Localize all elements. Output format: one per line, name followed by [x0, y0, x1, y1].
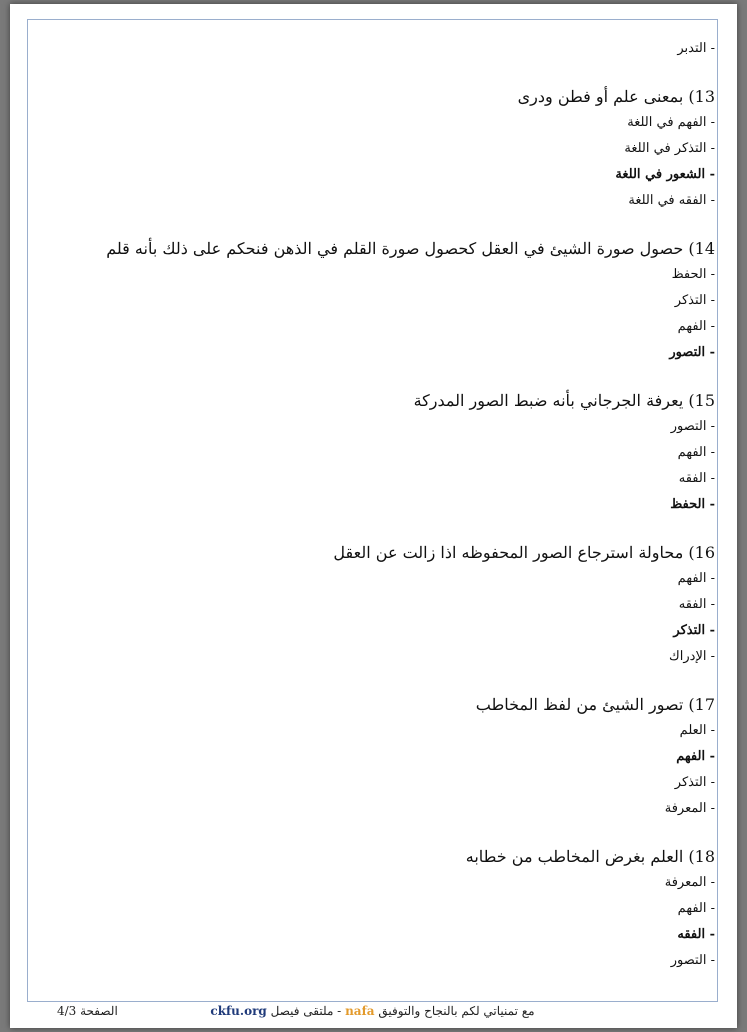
- answer-option-correct: - الفهم: [676, 749, 715, 764]
- answer-option: - العلم: [679, 723, 715, 738]
- footer-site-link[interactable]: ckfu.org: [210, 1004, 267, 1018]
- answer-option: - الفهم: [677, 319, 715, 334]
- answer-option: - التذكر: [674, 775, 715, 790]
- question-block: [55, 540, 715, 670]
- answer-option: - الفقه: [678, 471, 715, 486]
- answer-option: - الفهم في اللغة: [627, 115, 715, 130]
- question-block: [55, 84, 715, 214]
- footer-brand: nafa: [345, 1004, 375, 1018]
- question-title: 13) بمعنى علم أو فطن ودرى: [517, 87, 715, 106]
- footer-wishes: مع تمنياتي لكم بالنجاح والتوفيق: [378, 1004, 535, 1018]
- answer-option-correct: - التذكر: [673, 623, 715, 638]
- question-block: [55, 844, 715, 974]
- answer-option-correct: - الفقه: [677, 927, 715, 942]
- answer-option-correct: - الشعور في اللغة: [615, 167, 715, 182]
- option-top: - التدبر: [677, 41, 715, 56]
- question-block: [55, 692, 715, 822]
- answer-option: - الفهم: [677, 901, 715, 916]
- question-title: 14) حصول صورة الشيئ في العقل كحصول صورة القلم في الذهن فنحكم على ذلك بأنه قلم: [106, 239, 715, 258]
- answer-option-correct: - الحفظ: [670, 497, 715, 512]
- question-title: 17) تصور الشيئ من لفظ المخاطب: [475, 695, 715, 714]
- answer-option: - الإدراك: [669, 649, 715, 664]
- footer-note: [27, 1004, 718, 1018]
- question-block: [55, 388, 715, 518]
- document-page: [10, 4, 737, 1028]
- answer-option: - المعرفة: [664, 875, 715, 890]
- answer-option: - التصور: [670, 419, 715, 434]
- page-footer: [27, 1004, 718, 1024]
- answer-option: - التذكر في اللغة: [624, 141, 715, 156]
- question-list: [55, 84, 715, 974]
- answer-option: - التذكر: [674, 293, 715, 308]
- question-title: 16) محاولة استرجاع الصور المحفوظه اذا زالت عن العقل: [333, 543, 715, 562]
- page-content: [55, 36, 715, 974]
- answer-option: - الفقه: [678, 597, 715, 612]
- answer-option: - الحفظ: [671, 267, 715, 282]
- footer-separator: - ملتقى فيصل: [266, 1004, 346, 1018]
- question-title: 15) يعرفة الجرجاني بأنه ضبط الصور المدركة: [413, 391, 715, 410]
- question-title: 18) العلم بغرض المخاطب من خطابه: [465, 847, 715, 866]
- answer-option: - الفهم: [677, 445, 715, 460]
- answer-option: - الفقه في اللغة: [628, 193, 715, 208]
- answer-option: - التصور: [670, 953, 715, 968]
- answer-option-correct: - التصور: [669, 345, 715, 360]
- question-block: [55, 236, 715, 366]
- answer-option: - المعرفة: [664, 801, 715, 816]
- page-number: الصفحة 4/3: [57, 1004, 118, 1018]
- answer-option: - الفهم: [677, 571, 715, 586]
